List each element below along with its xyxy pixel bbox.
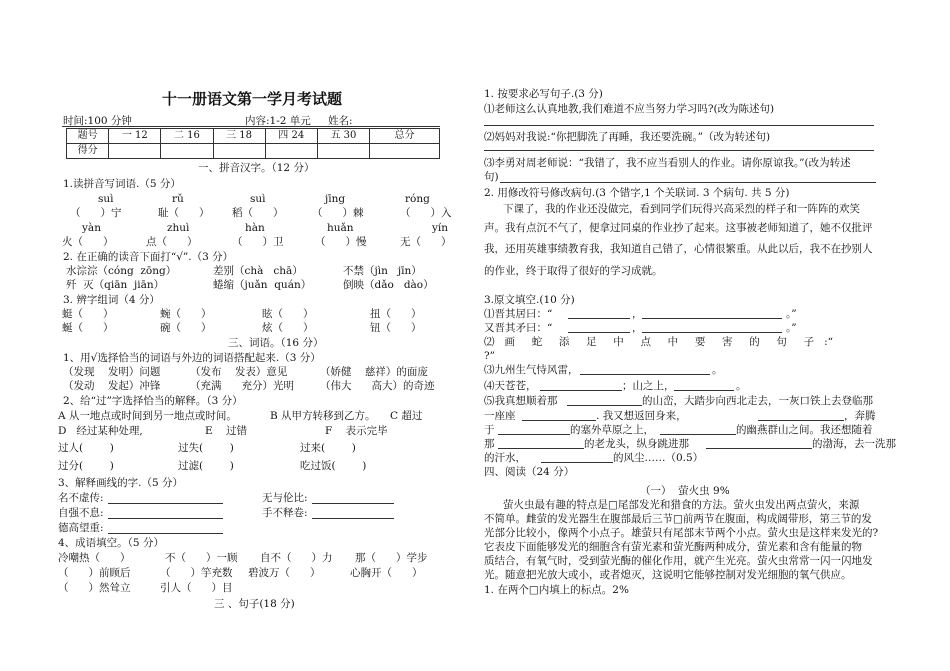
word-choice[interactable]: （充满 充分）光明 <box>190 380 295 392</box>
pinyin: huǎn <box>327 222 354 234</box>
recite-item: 的山峦，大踏步向西北走去，一灰口铁上去登临那 <box>642 395 873 407</box>
idiom-explain[interactable]: 自强不息: <box>58 507 104 519</box>
pinyin: rǔ <box>172 193 184 205</box>
fill-blank[interactable]: 蜿（ ） <box>160 308 212 320</box>
question-title: 1.读拼音写词语.（5 分） <box>63 178 181 190</box>
score-header-cell: 二 16 <box>161 129 213 144</box>
pinyin: zhuì <box>167 222 190 234</box>
reading-line: 不简单。雌萤的发光器生在腹部最后三节□前两节在腹面，构成阔带形，第三节的发 <box>484 513 872 525</box>
recite-item: 于 <box>484 424 495 436</box>
score-cell[interactable] <box>213 144 265 159</box>
fill-blank[interactable]: 过来( ) <box>300 442 356 454</box>
recite-item: 的汗水， <box>484 452 526 464</box>
exam-time: 时间:100 分钟 <box>63 115 132 127</box>
score-table <box>66 128 440 159</box>
passage-line: 声。我有点沉不气了，便拿过同桌的作业抄了起来。这事被老师知道了，她不仅批评 <box>484 222 873 234</box>
score-header-cell: 一 12 <box>109 129 161 144</box>
answer-line[interactable] <box>484 125 874 126</box>
recite-item: ⑷天苍苍， <box>484 380 537 392</box>
recite-item: ⑴晋其居曰：“ <box>484 308 553 320</box>
fill-blank[interactable]: 那（ ）学步 <box>355 552 428 564</box>
word-choice[interactable]: （发现 发明）问题 <box>63 366 161 378</box>
idiom-explain[interactable]: 德高望重: <box>58 522 104 534</box>
definition-option: D 经过某种处理, <box>58 425 143 437</box>
question-title: 4、成语填空。（5 分） <box>58 537 164 549</box>
page-title: 十一册语文第一学月考试题 <box>162 90 343 108</box>
score-header-cell: 总分 <box>370 129 440 144</box>
fill-blank[interactable]: 蜒（ ） <box>62 322 114 334</box>
definition-option: C 超过 <box>390 410 423 422</box>
fill-blank[interactable]: 眩（ ） <box>262 308 314 320</box>
fill-blank[interactable]: 碧波万（ ） <box>248 567 321 579</box>
recite-item: 的渤海，去一洗那 <box>812 438 896 450</box>
fill-blank[interactable]: 自不（ ）力 <box>260 552 333 564</box>
score-cell[interactable] <box>317 144 369 159</box>
pronunciation-option[interactable]: 倒映（dǎo dào） <box>343 279 434 291</box>
fill-blank[interactable]: （ ）卫 <box>232 236 284 248</box>
reading-line: 质结合，有氧气时，受到萤光酶的催化作用，就产生光亮。萤火虫常常一闪一闪地发 <box>484 555 873 567</box>
reading-line: 光。随意把光放大或小，或者熄灭，这说明它能够控制对发光细胞的氧气供应。 <box>484 569 852 581</box>
fill-blank[interactable]: 扭（ ） <box>370 308 422 320</box>
section-heading: 三、词语。（16 分） <box>228 337 324 349</box>
section-heading: 三 、句子(18 分) <box>214 598 295 610</box>
reading-line: 它表皮下面能够发光的细胞含有萤光素和萤光酶两种成分，萤光素和含有能量的物 <box>484 541 862 553</box>
recite-item: ⑵ 画 蛇 添 足 中 点 中 要 害 的 句 子 :“ <box>484 336 834 348</box>
recite-item: ；山之上， <box>622 380 675 392</box>
score-table-row <box>67 144 440 159</box>
reading-line: 萤火虫最有趣的特点是□尾部发光和猎食的方法。萤火虫发出两点萤火，来源 <box>503 499 860 511</box>
fill-blank[interactable]: （ ）竽充数 <box>160 567 233 579</box>
question-title: 3、解释画线的字.（5 分） <box>58 477 184 489</box>
definition-option: F 表示完毕 <box>325 425 388 437</box>
sentence-task: ⑵妈妈对我说:“你把脚洗了再睡，我还要洗碗。”（改为转述句) <box>484 131 771 143</box>
pinyin: suì <box>250 193 266 205</box>
fill-blank[interactable]: 火（ ） <box>62 236 114 248</box>
definition-option: E 过错 <box>205 425 248 437</box>
question-title: 1. 按要求必写句子.(3 分) <box>484 88 603 100</box>
fill-blank[interactable]: 蜓（ ） <box>62 308 114 320</box>
passage-line: 下课了，我的作业还没做完，看到同学们玩得兴高采烈的样子和一阵阵的欢笑 <box>503 203 860 215</box>
reading-title: （一） 萤火虫 9% <box>640 485 730 497</box>
score-row-label: 得分 <box>67 144 109 159</box>
pronunciation-option[interactable]: 水淙淙（cóng zōng） <box>66 265 177 277</box>
score-header-cell: 题号 <box>67 129 109 144</box>
section-heading: 一、拼音汉字。（12 分） <box>198 162 315 174</box>
recite-item: . 我又想返回身来， <box>596 410 687 422</box>
recite-item: 那 <box>484 438 495 450</box>
pronunciation-option[interactable]: 差别（chà chā） <box>213 265 303 277</box>
fill-blank[interactable]: 过人( ) <box>58 442 114 454</box>
fill-blank[interactable]: 吃过饭( ) <box>300 460 367 472</box>
pinyin: róng <box>405 193 430 205</box>
pronunciation-option[interactable]: 不禁（jìn jīn） <box>343 265 422 277</box>
score-cell[interactable] <box>265 144 317 159</box>
word-choice[interactable]: （伟大 高大）的奇迹 <box>320 380 435 392</box>
fill-blank[interactable]: 心胸开（ ） <box>350 567 423 579</box>
question-title: 1、用√选择恰当的词语与外边的词语搭配起来.（3 分） <box>63 352 321 364</box>
fill-blank[interactable]: 钮（ ） <box>370 322 422 334</box>
question-title: 2. 在正确的读音下面打“√”.（3 分） <box>63 251 234 263</box>
reading-line: 光部分比较小，像两个小点子。雄萤只有尾部末节两个小点。萤火虫是这样来发光的? <box>484 527 879 539</box>
fill-blank[interactable]: 过分( ) <box>58 460 114 472</box>
word-choice[interactable]: （发动 发起）冲锋 <box>63 380 161 392</box>
fill-blank[interactable]: （ ）前顾后 <box>58 567 131 579</box>
fill-blank[interactable]: 无（ ） <box>400 236 452 248</box>
pinyin: yín <box>432 222 449 234</box>
passage-line: 的作业，终于取得了很好的学习成就。 <box>484 265 663 277</box>
fill-blank[interactable]: 过失( ) <box>178 442 234 454</box>
sentence-task: ⑴老师这么认真地教,我们难道不应当努力学习吗?(改为陈述句) <box>484 103 775 115</box>
fill-blank[interactable]: 过滤( ) <box>178 460 234 472</box>
fill-blank[interactable]: 冷嘲热（ ） <box>58 552 131 564</box>
pinyin: yàn <box>82 222 101 234</box>
word-choice[interactable]: （娇健 慈祥）的面庞 <box>320 366 428 378</box>
idiom-explain[interactable]: 名不虚传: <box>58 492 104 504</box>
recite-item: 的风尘……（0.5） <box>613 452 704 464</box>
fill-blank[interactable]: 耻（ ） <box>158 207 210 219</box>
pinyin: jīng <box>325 193 346 205</box>
recite-item: 又晋其矛曰：“ <box>484 322 553 334</box>
exam-content: 内容:1-2 单元 <box>245 115 311 127</box>
fill-blank[interactable]: 稻（ ） <box>232 207 284 219</box>
pronunciation-option[interactable]: 歼 灭（qiān jiān） <box>66 279 165 291</box>
fill-blank[interactable]: （ ）慢 <box>315 236 367 248</box>
passage-line: 我，还用英雄事绩教育我，我知道自己错了，心情很繁重。从此以后，我不在抄别人 <box>484 243 873 255</box>
fill-blank[interactable]: 点（ ） <box>146 236 198 248</box>
recite-item: ⑶九州生气恃风雷， <box>484 364 579 376</box>
pinyin: hàn <box>245 222 265 234</box>
fill-blank[interactable]: （ ）然耸立 <box>58 582 131 594</box>
student-name-label: 姓名: <box>328 115 353 127</box>
recite-item: 的幽燕群山之间。我还想随着 <box>736 424 873 436</box>
score-header-cell: 四 24 <box>265 129 317 144</box>
score-cell[interactable] <box>109 144 161 159</box>
fill-blank[interactable]: 不（ ）一顾 <box>165 552 238 564</box>
recite-item: 的老龙头，纵身跳进那 <box>584 438 689 450</box>
recite-item: ，奔腾 <box>844 410 876 422</box>
section-heading: 四、阅读（24 分） <box>484 466 575 478</box>
idiom-explain[interactable]: 手不释卷: <box>262 507 308 519</box>
recite-item: ⑸我真想顺着那 <box>484 395 558 407</box>
score-header-cell: 三 18 <box>213 129 265 144</box>
question-title: 1. 在两个□内填上的标点。2% <box>484 584 629 596</box>
pronunciation-option[interactable]: 蜷缩（juǎn quán） <box>213 279 312 291</box>
score-cell[interactable] <box>161 144 213 159</box>
question-title: 2. 用修改符号修改病句.(3 个错字,1 个关联词. 3 个病句. 共 5 分) <box>484 187 790 199</box>
fill-blank[interactable]: （ ）棘 <box>312 207 364 219</box>
question-title: 2、给“过”字选择恰当的解释。（3 分） <box>63 395 243 407</box>
definition-option: A 从一地点或时间到另一地点或时间。 <box>58 410 237 422</box>
pinyin: suì <box>98 193 114 205</box>
fill-blank[interactable]: （ ）宁 <box>70 207 122 219</box>
idiom-explain[interactable]: 无与伦比: <box>262 492 308 504</box>
question-title: 3.原文填空.(10 分) <box>484 294 575 306</box>
recite-item: ?” <box>484 350 495 362</box>
fill-blank[interactable]: 炫（ ） <box>262 322 314 334</box>
definition-option: B 从甲方转移到乙方。 <box>270 410 376 422</box>
fill-blank[interactable]: 引人（ ）目 <box>160 582 233 594</box>
score-table-header <box>67 129 440 144</box>
sentence-task: 句) <box>484 171 499 183</box>
recite-item: 的塞外草原之上， <box>570 424 654 436</box>
answer-line[interactable] <box>484 150 874 151</box>
score-header-cell: 五 30 <box>317 129 369 144</box>
answer-line[interactable] <box>500 182 876 183</box>
fill-blank[interactable]: （ ）入 <box>400 207 452 219</box>
word-choice[interactable]: （发布 发表）意见 <box>190 366 288 378</box>
sentence-task: ⑶李勇对周老师说：“我错了，我不应当看别人的作业。请你原谅我。”(改为转述 <box>484 157 851 169</box>
fill-blank[interactable]: 碗（ ） <box>160 322 212 334</box>
score-cell[interactable] <box>370 144 440 159</box>
recite-item: 一座座 <box>484 410 516 422</box>
question-title: 3. 辨字组词（4 分） <box>63 294 160 306</box>
